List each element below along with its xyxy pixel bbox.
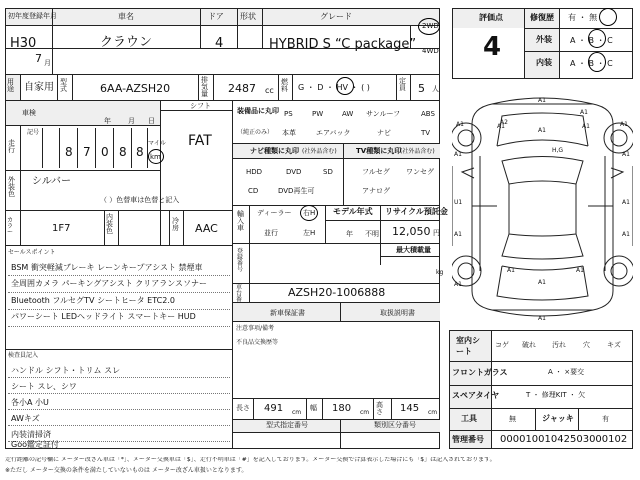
- diagram-label-20: A1: [454, 281, 462, 288]
- odometer-digit-4: 0: [101, 145, 109, 159]
- diagram-label-2: A1: [538, 127, 546, 134]
- tv-fullseg: フルセグ: [362, 168, 390, 176]
- door-count: 4: [215, 36, 224, 51]
- grade-label: グレード: [320, 12, 352, 21]
- equip-pw: PW: [312, 110, 324, 118]
- inspection-year: 年: [104, 117, 111, 125]
- inspection-label: 車検: [22, 109, 36, 117]
- door-label: ドア: [208, 12, 224, 21]
- footer-note-1: 走行距離の記号欄に メーター改ざん車は「*」、メーター交換車は「$」、走行不明車は「#」を記入しております。メーター交換で合算表示した場合にも「$」は記入されております。: [5, 457, 496, 463]
- diagram-label-11: U1: [454, 199, 463, 206]
- navi-dvd-play: DVD再生可: [278, 187, 315, 195]
- capacity-value: 5: [418, 82, 425, 95]
- tools-value: 無: [509, 415, 516, 423]
- capacity-unit: 人: [432, 85, 439, 93]
- capacity-label: 定員: [399, 77, 406, 92]
- repair-label: 修復歴: [530, 13, 554, 22]
- seat-option-scratch: キズ: [607, 341, 621, 349]
- inspector-note-4: AWキズ: [11, 414, 40, 423]
- inspector-notes-label: 検査員記入: [8, 352, 39, 359]
- displacement-value: 2487: [228, 82, 256, 95]
- equip-sunroof: サンルーフ: [366, 110, 401, 118]
- diagram-label-9: A2: [500, 119, 508, 126]
- diagram-label-12: A1: [622, 199, 630, 206]
- interior-options: A ・ B ・ C: [570, 59, 613, 68]
- exterior-options: A ・ B ・ C: [570, 36, 613, 45]
- import-left: 左H: [303, 229, 316, 237]
- footer-note-2: ※ただし メーター交換の条件を満たしていないものは メーター改ざん車扱いとなります。: [5, 467, 248, 474]
- equip-navi: ナビ: [377, 129, 391, 137]
- recycle-label: リサイクル預託金: [385, 207, 448, 216]
- width-unit: cm: [360, 409, 370, 416]
- import-parallel: 並行: [264, 229, 278, 237]
- sales-point-line-2: 全周囲カメラ パーキングアシスト クリアランスソナー: [11, 279, 208, 288]
- equip-airbag: エアバック: [316, 129, 351, 137]
- exterior-color-note: （ ）色替車は色替と記入: [100, 196, 180, 204]
- navi-hdd: HDD: [246, 168, 263, 176]
- warranty-manual: 取扱説明書: [380, 309, 415, 317]
- car-name-label: 車名: [118, 12, 134, 21]
- odometer-sub-label: 記号: [27, 129, 40, 136]
- model-value: 6AA-AZSH20: [100, 82, 171, 95]
- ac-label: 冷房: [172, 217, 179, 232]
- odometer-digit-6: 8: [136, 145, 144, 159]
- diagram-label-16: H,G: [552, 147, 564, 154]
- inspector-note-2: シート スレ、シワ: [11, 382, 77, 391]
- spare-tire-label: スペアタイヤ: [452, 391, 500, 400]
- windshield-options: A ・ ×要交: [548, 368, 585, 376]
- car-damage-diagram: [452, 86, 633, 324]
- navi-sub: (社外品含む): [302, 148, 337, 155]
- diagram-label-8: A1: [622, 151, 630, 158]
- sales-points-label: セールスポイント: [8, 249, 56, 256]
- inspector-note-6: Goo鑑定証付: [11, 440, 59, 449]
- navi-dvd: DVD: [286, 168, 302, 176]
- fuel-options: G ・ D ・ HV ・ ( ): [298, 83, 370, 92]
- height-label: 高さ: [376, 401, 383, 416]
- equip-tv: TV: [421, 129, 431, 137]
- width-label: 幅: [310, 404, 317, 412]
- notes-label: 注意事項/備考: [236, 325, 275, 332]
- navi-label: ナビ種類に丸印: [250, 147, 299, 155]
- management-label: 管理番号: [452, 435, 484, 444]
- shift-label: シフト: [190, 102, 211, 110]
- use-value: 自家用: [24, 82, 54, 93]
- shape-label: 形状: [240, 12, 256, 21]
- seat-option-dirt: 汚れ: [552, 341, 566, 349]
- odometer-unit-mile: マイル: [148, 140, 166, 147]
- diagram-label-10: A1: [620, 121, 628, 128]
- tv-analog: アナログ: [362, 187, 390, 195]
- odometer-label: 走行: [8, 139, 15, 154]
- inspector-note-1: ハンドル シフト・トリム スレ: [11, 366, 121, 375]
- drive-2wd: 2WD: [422, 22, 439, 30]
- diagram-label-6: A1: [580, 109, 588, 116]
- length-label: 長さ: [236, 404, 250, 412]
- exterior-selected-circle: [588, 29, 606, 48]
- length-value: 491: [264, 403, 284, 414]
- inspector-note-5: 内装清掃済: [11, 430, 51, 439]
- model-year-unknown: 不明: [365, 230, 379, 238]
- equipment-label: 装備品に丸印: [237, 107, 279, 115]
- drive-4wd: 4WD: [422, 47, 439, 55]
- tv-oneseg: ワンセグ: [406, 168, 434, 176]
- exterior-color-value: シルバー: [32, 176, 72, 187]
- exterior-color-label: 外装色: [8, 176, 15, 198]
- interior-color-label: 内装色: [106, 213, 113, 235]
- interior-seat-label: 室内シート: [456, 336, 480, 356]
- sales-point-line-1: BSM 衝突軽減ブレーキ レーンキープアシスト 禁煙車: [11, 263, 203, 272]
- equip-leather: 本革: [282, 129, 296, 137]
- grade-value: HYBRID S “C package”: [269, 37, 417, 52]
- exterior-label: 外装: [536, 35, 552, 44]
- interior-label: 内装: [536, 58, 552, 67]
- cc-unit: cc: [265, 86, 274, 95]
- warranty-new-car: 新車保証書: [270, 309, 305, 317]
- navi-cd: CD: [248, 187, 259, 195]
- odometer-km-circle: [148, 149, 164, 164]
- model-label: 型式: [60, 78, 67, 93]
- reg-month: 7: [35, 52, 42, 65]
- chassis-label: 車台番: [236, 284, 243, 303]
- type-designation-label: 型式指定番号: [266, 421, 308, 429]
- max-load-label: 最大積載量: [396, 246, 431, 254]
- import-dealer: ディーラー: [257, 209, 292, 217]
- diagram-label-15: A1: [507, 267, 515, 274]
- chassis-value: AZSH20-1006888: [288, 286, 386, 299]
- seat-option-hole: 穴: [583, 341, 590, 349]
- recycle-unit: 円: [433, 229, 440, 237]
- odometer-digit-3: 7: [83, 145, 91, 159]
- interior-selected-circle: [588, 52, 606, 72]
- reg-no-label: 登録番号: [237, 248, 244, 273]
- diagram-label-3: A1: [497, 123, 505, 130]
- inspection-month: 月: [128, 117, 135, 125]
- diagram-label-4: A1: [582, 123, 590, 130]
- import-right-circle: [300, 205, 318, 221]
- reg-month-unit: 月: [44, 59, 51, 67]
- color-code-value: 1F7: [52, 223, 71, 234]
- displacement-label: 排気量: [201, 76, 208, 98]
- spare-tire-options: T ・ 修理KIT ・ 欠: [526, 391, 586, 399]
- diagram-label-17: A1: [576, 267, 584, 274]
- use-label: 用途: [7, 78, 14, 93]
- score-value: 4: [483, 32, 502, 62]
- inspector-note-3: 各小A 小U: [11, 398, 49, 407]
- shift-value: FAT: [188, 133, 212, 149]
- model-year-label: モデル年式: [333, 207, 373, 216]
- length-unit: cm: [292, 409, 302, 416]
- diagram-label-7: A1: [454, 151, 462, 158]
- height-value: 145: [400, 403, 420, 414]
- odometer-unit-km: km: [150, 153, 161, 161]
- color-code-label: カラー: [7, 217, 14, 236]
- jack-value: 有: [602, 415, 609, 423]
- reg-year: H30: [10, 36, 37, 51]
- tv-sub: (社外品含む): [400, 148, 435, 155]
- navi-sd: SD: [323, 168, 333, 176]
- jack-label: ジャッキ: [542, 414, 574, 423]
- category-label: 類別区分番号: [374, 421, 416, 429]
- sales-point-line-4: パワーシート LEDヘッドライト スマートキー HUD: [11, 312, 196, 321]
- score-label: 評価点: [479, 13, 503, 22]
- first-reg-label: 初年度登録年月: [8, 12, 57, 20]
- fuel-hv-circle: [336, 77, 354, 95]
- windshield-label: フロントガラス: [452, 368, 508, 377]
- max-load-unit: kg: [436, 269, 444, 276]
- ac-value: AAC: [195, 222, 218, 235]
- management-value: 00001001042503000102: [500, 434, 628, 445]
- import-label: 輸入車: [237, 210, 244, 232]
- diagram-label-5: A1: [456, 121, 464, 128]
- tv-label: TV種類に丸印: [356, 147, 402, 155]
- seat-option-burn: コゲ: [495, 341, 509, 349]
- diagram-label-18: A1: [538, 279, 546, 286]
- model-year-value: 年: [346, 230, 353, 238]
- car-name: クラウン: [100, 35, 153, 50]
- seat-option-tear: 破れ: [522, 341, 536, 349]
- tools-label: 工具: [461, 414, 477, 423]
- inspection-day: 日: [148, 117, 155, 125]
- sales-point-line-3: Bluetooth フルセグTV シートヒータ ETC2.0: [11, 296, 175, 305]
- diagram-label-19: A1: [538, 315, 546, 322]
- equip-aw: AW: [342, 110, 354, 118]
- replacement-label: 不良品交換歴等: [236, 339, 279, 346]
- equip-ps: PS: [284, 110, 293, 118]
- recycle-value: 12,050: [392, 225, 431, 238]
- repair-options: 有 ・ 無: [568, 13, 598, 22]
- diagram-label-14: A1: [622, 231, 630, 238]
- equip-abs: ABS: [421, 110, 435, 118]
- import-right: 右H: [303, 209, 316, 217]
- odometer-digit-2: 8: [65, 145, 73, 159]
- diagram-label-13: A1: [454, 231, 462, 238]
- equipment-sub-label: （純正のみ）: [237, 129, 274, 136]
- fuel-label: 燃料: [281, 78, 288, 93]
- repair-selected-circle: [599, 8, 617, 26]
- height-unit: cm: [428, 409, 438, 416]
- diagram-label-1: A1: [538, 97, 546, 104]
- width-value: 180: [332, 403, 352, 414]
- odometer-digit-5: 8: [119, 145, 127, 159]
